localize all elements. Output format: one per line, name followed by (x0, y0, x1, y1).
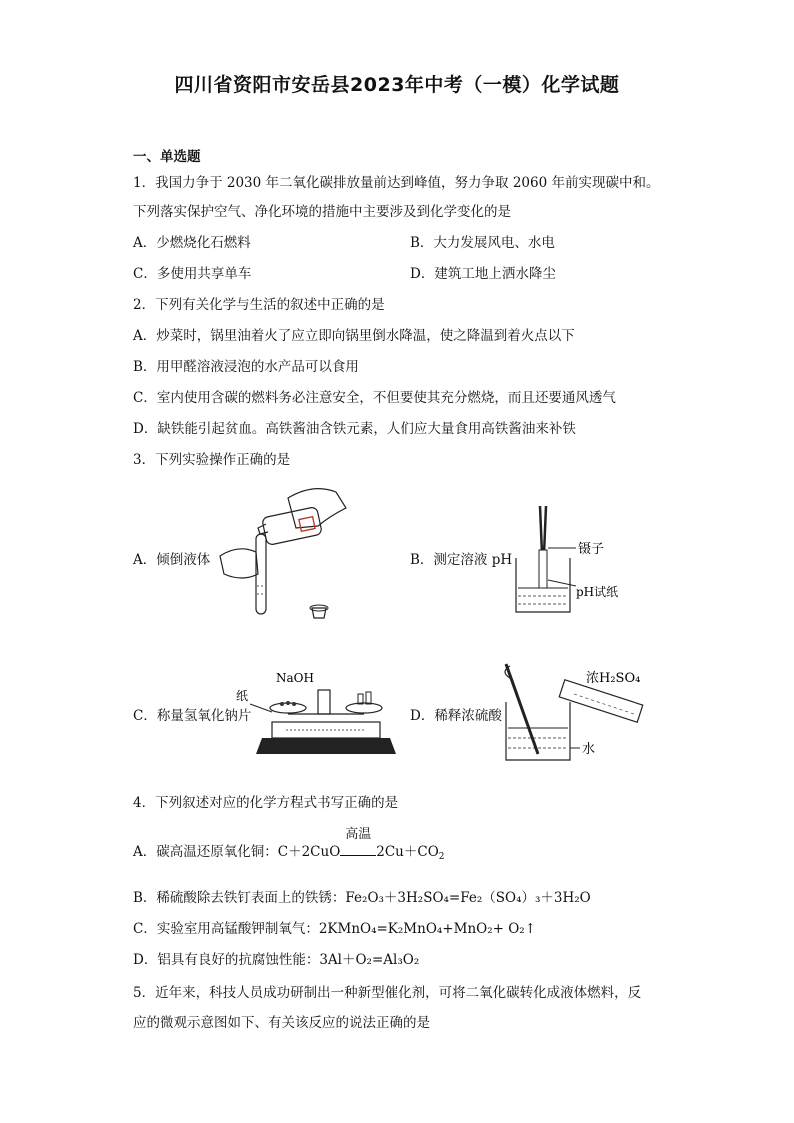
equals-bar (340, 855, 376, 856)
ph-test-figure (510, 500, 640, 620)
q1-option-b: B．大力发展风电、水电 (410, 235, 555, 251)
tweezers-label: 镊子 (578, 542, 605, 557)
reaction-condition (340, 827, 376, 856)
q5-stem-line1: 5．近年来，科技人员成功研制出一种新型催化剂，可将二氧化碳转化成液体燃料，反 (133, 985, 642, 1001)
condition-label: 高温 (345, 827, 372, 842)
q3-stem: 3．下列实验操作正确的是 (133, 452, 291, 468)
q1-stem-line1: 1．我国力争于 2030 年二氧化碳排放量前达到峰值，努力争取 2060 年前实现碳中和。 (133, 175, 660, 191)
q2-stem: 2．下列有关化学与生活的叙述中正确的是 (133, 297, 385, 313)
q3-option-d: D．稀释浓硫酸 (410, 708, 502, 724)
pouring-liquid-figure (218, 478, 350, 624)
q4-option-a-prefix: A．碳高温还原氧化铜：C＋2CuO (133, 844, 341, 860)
paper-label: 纸 (236, 689, 249, 703)
q1-stem-line2: 下列落实保护空气、净化环境的措施中主要涉及到化学变化的是 (133, 204, 511, 220)
q2-option-c: C．室内使用含碳的燃料务必注意安全，不但要使其充分燃烧，而且还要通风透气 (133, 390, 616, 406)
q4-option-d: D．铝具有良好的抗腐蚀性能：3Al＋O₂=Al₃O₂ (133, 952, 420, 968)
q4-option-a-suffix: 2Cu＋CO (376, 844, 439, 860)
balance-figure (236, 666, 396, 766)
q2-option-d: D．缺铁能引起贫血。高铁酱油含铁元素，人们应大量食用高铁酱油来补铁 (133, 421, 576, 437)
q2-option-b: B．用甲醛溶液浸泡的水产品可以食用 (133, 359, 359, 375)
q2-option-a: A．炒菜时，锅里油着火了应立即向锅里倒水降温，使之降温到着火点以下 (133, 328, 575, 344)
dilute-acid-figure (494, 658, 654, 768)
q4-option-b: B．稀硫酸除去铁钉表面上的铁锈：Fe₂O₃＋3H₂SO₄=Fe₂（SO₄）₃＋3H₂O (133, 890, 591, 906)
q3-option-c: C．称量氢氧化钠片 (133, 708, 252, 724)
q5-stem-line2: 应的微观示意图如下、有关该反应的说法正确的是 (133, 1015, 430, 1031)
section-heading: 一、单选题 (133, 149, 201, 165)
water-label: 水 (582, 742, 596, 757)
acid-label: 浓H₂SO₄ (586, 671, 641, 686)
q4-option-c: C．实验室用高锰酸钾制氧气：2KMnO₄=K₂MnO₄+MnO₂+ O₂↑ (133, 921, 537, 937)
q1-option-d: D．建筑工地上洒水降尘 (410, 266, 556, 282)
q3-option-b: B．测定溶液 pH (410, 552, 513, 568)
q4-stem: 4．下列叙述对应的化学方程式书写正确的是 (133, 795, 399, 811)
q3-option-a: A．倾倒液体 (133, 552, 211, 568)
q4-option-a (133, 827, 445, 866)
ph-paper-label: pH试纸 (576, 585, 619, 599)
subscript-2: 2 (438, 852, 445, 862)
q1-option-c: C．多使用共享单车 (133, 266, 252, 282)
naoh-label: NaOH (276, 671, 314, 685)
q1-option-a: A．少燃烧化石燃料 (133, 235, 251, 251)
page-title: 四川省资阳市安岳县2023年中考（一模）化学试题 (174, 74, 620, 96)
